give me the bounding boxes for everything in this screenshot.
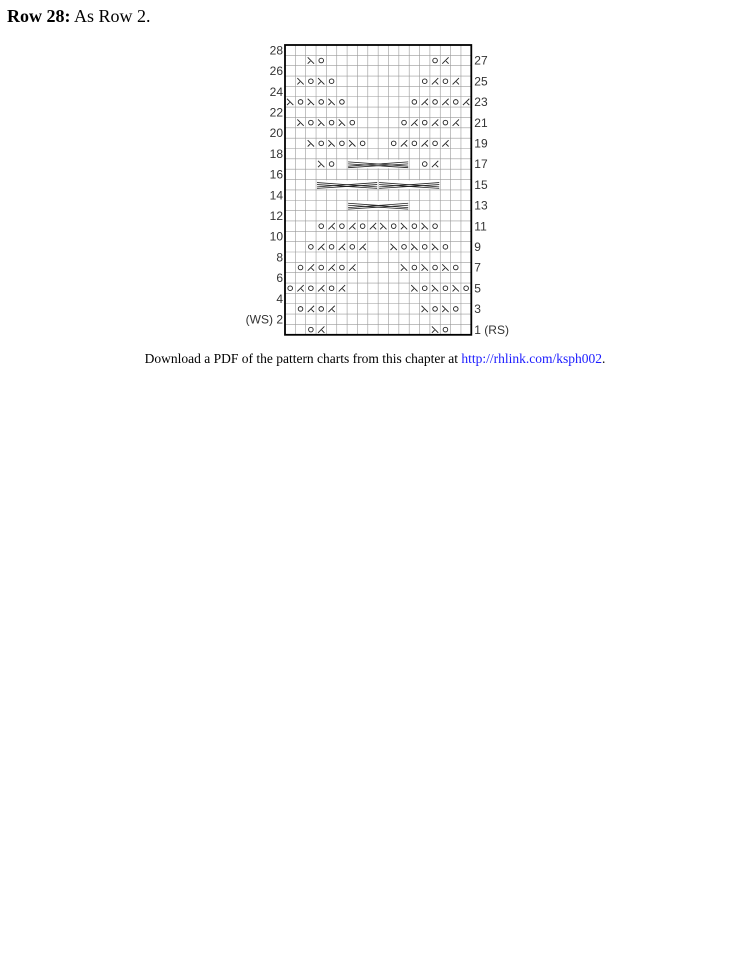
- row-number-rs: 1 (RS): [474, 322, 509, 337]
- download-end: .: [602, 351, 606, 366]
- row-number-rs: 21: [474, 115, 488, 130]
- row-number-ws: 4: [276, 291, 283, 306]
- row-number-ws: 24: [269, 84, 283, 99]
- row-number-rs: 15: [474, 177, 488, 192]
- row-number-rs: 27: [474, 53, 488, 68]
- knitting-chart: [238, 40, 518, 340]
- row-number-rs: 5: [474, 281, 481, 296]
- row-text: As Row 2.: [74, 6, 151, 26]
- pattern-pdf-link[interactable]: http://rhlink.com/ksph002: [461, 351, 603, 366]
- row-number-rs: 13: [474, 198, 488, 213]
- row-number-ws: 22: [269, 105, 283, 120]
- row-number-rs: 19: [474, 136, 488, 151]
- row-number-ws: 20: [269, 126, 283, 141]
- row-number-rs: 3: [474, 302, 481, 317]
- chart-grid-svg: [238, 40, 518, 340]
- row-number-ws: 18: [269, 146, 283, 161]
- row-number-rs: 9: [474, 240, 481, 254]
- row-number-ws: 14: [269, 188, 283, 203]
- row-number-rs: 7: [474, 260, 481, 275]
- row-number-ws: 26: [269, 64, 283, 79]
- download-text: Download a PDF of the pattern charts from this chapter at: [144, 351, 462, 366]
- row-number-ws: 6: [276, 271, 283, 286]
- download-note: [0, 350, 750, 368]
- row-number-ws: 16: [269, 167, 283, 182]
- row-number-ws: 8: [276, 250, 283, 265]
- row-number-rs: 23: [474, 95, 488, 110]
- row-number-ws: 10: [269, 229, 283, 244]
- row-number-rs: 17: [474, 157, 488, 172]
- row-number-ws: 12: [269, 208, 283, 223]
- row-label: Row 28:: [7, 6, 71, 26]
- row-number-rs: 25: [474, 74, 488, 89]
- row-28-instruction: [7, 5, 151, 27]
- row-number-rs: 11: [474, 219, 487, 234]
- row-number-ws: 28: [269, 43, 283, 58]
- row-number-ws: (WS) 2: [245, 312, 283, 327]
